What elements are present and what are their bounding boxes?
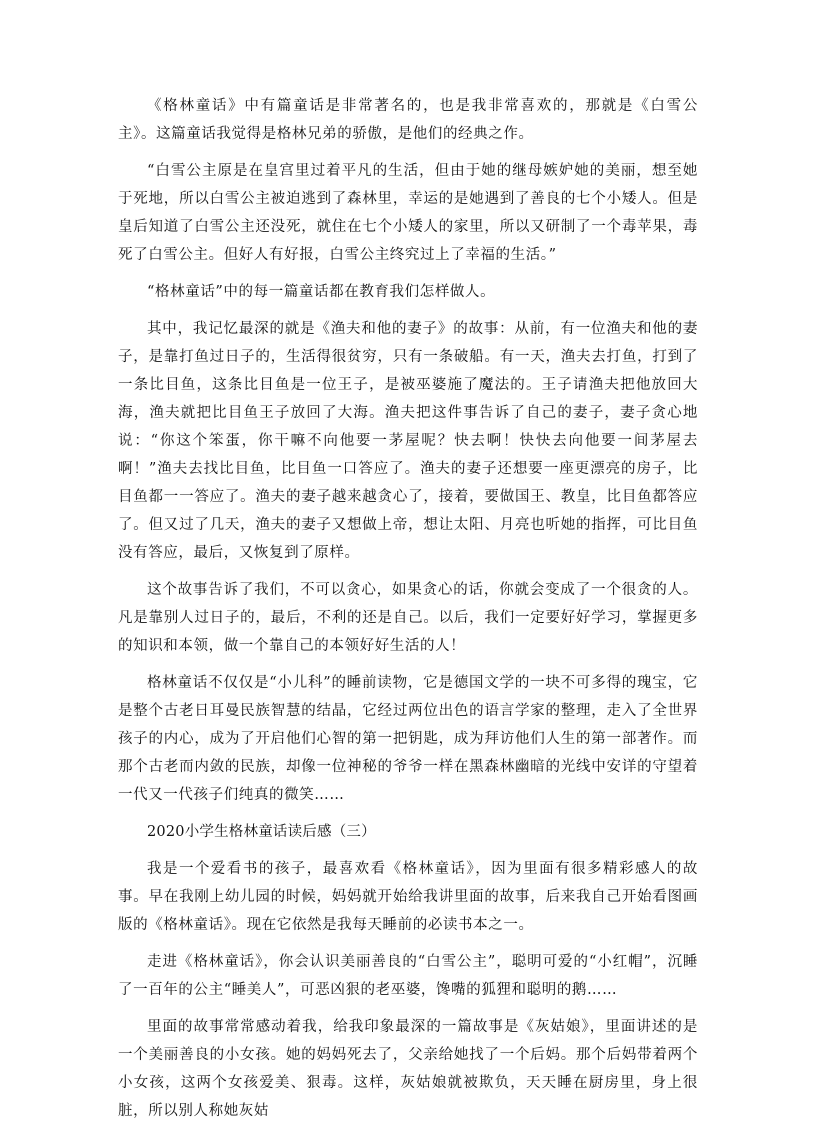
section-heading: 2020小学生格林童话读后感（三） xyxy=(147,824,376,840)
paragraph-snow-white-summary: “白雪公主原是在皇宫里过着平凡的生活，但由于她的继母嫉妒她的美丽，想至她于死地，所以白雪公主被迫逃到了森林里，幸运的是她遇到了善良的七个小矮人。但是皇后知道了白雪公主还没死，就住在七个小矮人的家里，所以又研制了一个毒苹果，毒死了白雪公主。但好人有好报，白雪公主终究过上了幸福的生活。” xyxy=(118,163,698,263)
document-page xyxy=(118,92,698,1134)
paragraph-intro: 《格林童话》中有篇童话是非常著名的，也是我非常喜欢的，那就是《白雪公主》。这篇童话我觉得是格林兄弟的骄傲，是他们的经典之作。 xyxy=(118,98,698,142)
paragraph-fisherman-story: 其中，我记忆最深的就是《渔夫和他的妻子》的故事：从前，有一位渔夫和他的妻子，是靠打鱼过日子的，生活得很贫穷，只有一条破船。有一天，渔夫去打鱼，打到了一条比目鱼，这条比目鱼是一位王子，是被巫婆施了魔法的。王子请渔夫把他放回大海，渔夫就把比目鱼王子放回了大海。渔夫把这件事告诉了自己的妻子，妻子贪心地说：“你这个笨蛋，你干嘛不向他要一茅屋呢？快去啊！快快去向他要一间茅屋去啊！”渔夫去找比目鱼，比目鱼一口答应了。渔夫的妻子还想要一座更漂亮的房子，比目鱼都一一答应了。渔夫的妻子越来越贪心了，接着，要做国王、教皇，比目鱼都答应了。但又过了几天，渔夫的妻子又想做上帝，想让太阳、月亮也听她的指挥，可比目鱼没有答应，最后，又恢复到了原样。 xyxy=(118,321,698,561)
paragraph-favorite-book: 我是一个爱看书的孩子，最喜欢看《格林童话》，因为里面有很多精彩感人的故事。早在我刚上幼儿园的时候，妈妈就开始给我讲里面的故事，后来我自己开始看图画版的《格林童话》。现在它依然是我每天睡前的必读书本之一。 xyxy=(118,861,698,933)
paragraph-grimm-treasure: 格林童话不仅仅是“小儿科”的睡前读物，它是德国文学的一块不可多得的瑰宝，它是整个古老日耳曼民族智慧的结晶，它经过两位出色的语言学家的整理，走入了全世界孩子的内心，成为了开启他们心智的第一把钥匙，成为拜访他们人生的第一部著作。而那个古老而内敛的民族，却像一位神秘的爷爷一样在黑森林幽暗的光线中安详的守望着一代又一代孩子们纯真的微笑…… xyxy=(118,675,698,803)
paragraph-characters: 走进《格林童话》，你会认识美丽善良的“白雪公主”，聪明可爱的“小红帽”，沉睡了一百年的公主“睡美人”，可恶凶狠的老巫婆，馋嘴的狐狸和聪明的鹅…… xyxy=(118,954,698,998)
paragraph-teaching: “格林童话”中的每一篇童话都在教育我们怎样做人。 xyxy=(147,284,496,300)
paragraph-lesson: 这个故事告诉了我们，不可以贪心，如果贪心的话，你就会变成了一个很贪的人。凡是靠别人过日子的，最后，不利的还是自己。以后，我们一定要好好学习，掌握更多的知识和本领，做一个靠自己的本领好好生活的人！ xyxy=(118,582,698,654)
paragraph-cinderella: 里面的故事常常感动着我，给我印象最深的一篇故事是《灰姑娘》，里面讲述的是一个美丽善良的小女孩。她的妈妈死去了，父亲给她找了一个后妈。那个后妈带着两个小女孩，这两个女孩爱美、狠毒。这样，灰姑娘就被欺负，天天睡在厨房里，身上很脏，所以别人称她灰姑 xyxy=(118,1019,698,1119)
